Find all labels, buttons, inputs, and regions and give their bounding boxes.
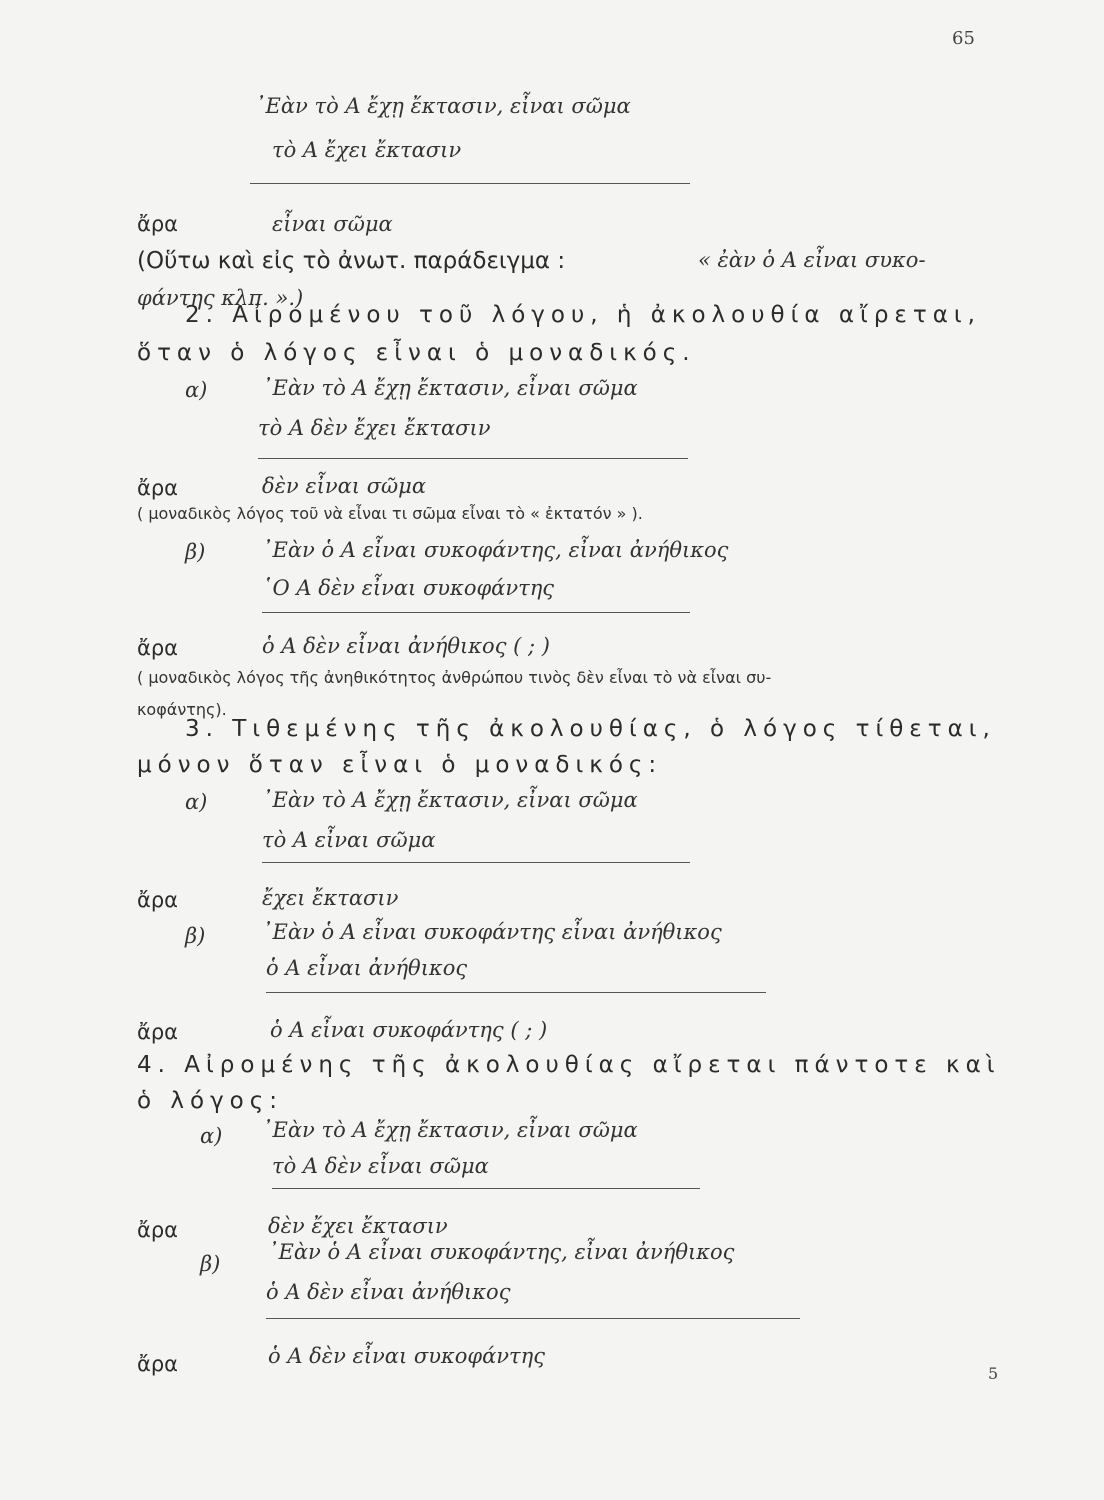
syllogism-rule [262, 612, 690, 613]
conclusion-label: ἄρα [137, 636, 179, 660]
conclusion-label: ἄρα [137, 1352, 179, 1376]
conclusion-label: ἄρα [137, 1020, 179, 1044]
premise-major: ᾿Εὰν ὁ Α εἶναι συκοφάντης, εἶναι ἀνήθικος [262, 538, 729, 562]
premise-minor: ῾Ο Α δὲν εἶναι συκοφάντης [262, 576, 555, 600]
remark-quote-end: φάντης κλπ. ».) [137, 286, 304, 310]
example-label: α) [185, 378, 208, 402]
note-cont: κοφάντης). [137, 700, 227, 719]
syllogism-rule [262, 862, 690, 863]
example-label: α) [200, 1124, 223, 1148]
syllogism-rule [250, 183, 690, 184]
conclusion-label: ἄρα [137, 888, 179, 912]
note: ( μοναδικὸς λόγος τοῦ νὰ εἶναι τι σῶμα εἶναι τὸ « ἐκτατόν » ). [137, 504, 643, 523]
note: ( μοναδικὸς λόγος τῆς ἀνηθικότητος ἀνθρώπου τινὸς δὲν εἶναι τὸ νὰ εἶναι συ- [137, 668, 772, 687]
conclusion: ὁ Α δὲν εἶναι ἀνήθικος ( ; ) [262, 634, 550, 658]
conclusion: ὁ Α δὲν εἶναι συκοφάντης [268, 1344, 545, 1368]
syllogism-rule [266, 992, 766, 993]
rule-3-heading-cont: μόνον ὅταν εἶναι ὁ μοναδικός: [137, 752, 663, 778]
premise-major: ᾿Εὰν ὁ Α εἶναι συκοφάντης εἶναι ἀνήθικος [262, 920, 722, 944]
premise-minor: τὸ Α δὲν εἶναι σῶμα [272, 1154, 489, 1178]
syllogism-rule [272, 1188, 700, 1189]
example-label: β) [185, 924, 206, 948]
example-label: β) [185, 540, 206, 564]
premise-major: ᾿Εὰν τὸ Α ἔχῃ ἔκτασιν, εἶναι σῶμα [262, 788, 638, 812]
remark-text: (Οὕτω καὶ εἰς τὸ ἀνωτ. παράδειγμα : [137, 248, 566, 274]
premise-minor: τὸ Α ἔχει ἔκτασιν [272, 138, 462, 162]
premise-minor: τὸ Α εἶναι σῶμα [262, 828, 436, 852]
premise-major: ᾿Εὰν ὁ Α εἶναι συκοφάντης, εἶναι ἀνήθικος [268, 1240, 735, 1264]
rule-2-heading-cont: ὅταν ὁ λόγος εἶναι ὁ μοναδικός. [137, 340, 696, 366]
syllogism-rule [266, 1318, 800, 1319]
premise-minor: ὁ Α εἶναι ἀνήθικος [266, 956, 468, 980]
premise-major: ᾿Εὰν τὸ Α ἔχῃ ἔκτασιν, εἶναι σῶμα [262, 1118, 638, 1142]
rule-4-heading: 4. Αἰρομένης τῆς ἀκολουθίας αἴρεται πάντοτε καὶ [137, 1052, 1001, 1078]
conclusion: δὲν ἔχει ἔκτασιν [268, 1214, 448, 1238]
premise-minor: τὸ Α δὲν ἔχει ἔκτασιν [258, 416, 491, 440]
premise-major: ᾿Εὰν τὸ Α ἔχῃ ἔκτασιν, εἶναι σῶμα [255, 94, 631, 118]
example-label: α) [185, 790, 208, 814]
conclusion-label: ἄρα [137, 476, 179, 500]
conclusion: εἶναι σῶμα [272, 212, 393, 236]
conclusion: ἔχει ἔκτασιν [262, 886, 399, 910]
conclusion-label: ἄρα [137, 212, 179, 236]
conclusion: ὁ Α εἶναι συκοφάντης ( ; ) [270, 1018, 548, 1042]
example-label: β) [200, 1252, 221, 1276]
premise-minor: ὁ Α δὲν εἶναι ἀνήθικος [266, 1280, 511, 1304]
page-number: 65 [952, 28, 975, 49]
rule-2-heading: 2. Αἰρομένου τοῦ λόγου, ἡ ἀκολουθία αἴρεται, [185, 302, 981, 328]
remark-quote: « ἐὰν ὁ Α εἶναι συκο- [698, 248, 926, 272]
conclusion-label: ἄρα [137, 1218, 179, 1242]
rule-3-heading: 3. Τιθεμένης τῆς ἀκολουθίας, ὁ λόγος τίθεται, [185, 716, 996, 742]
conclusion: δὲν εἶναι σῶμα [262, 474, 427, 498]
signature-mark: 5 [988, 1364, 999, 1383]
syllogism-rule [258, 458, 688, 459]
premise-major: ᾿Εὰν τὸ Α ἔχῃ ἔκτασιν, εἶναι σῶμα [262, 376, 638, 400]
rule-4-heading-cont: ὁ λόγος: [137, 1088, 283, 1114]
